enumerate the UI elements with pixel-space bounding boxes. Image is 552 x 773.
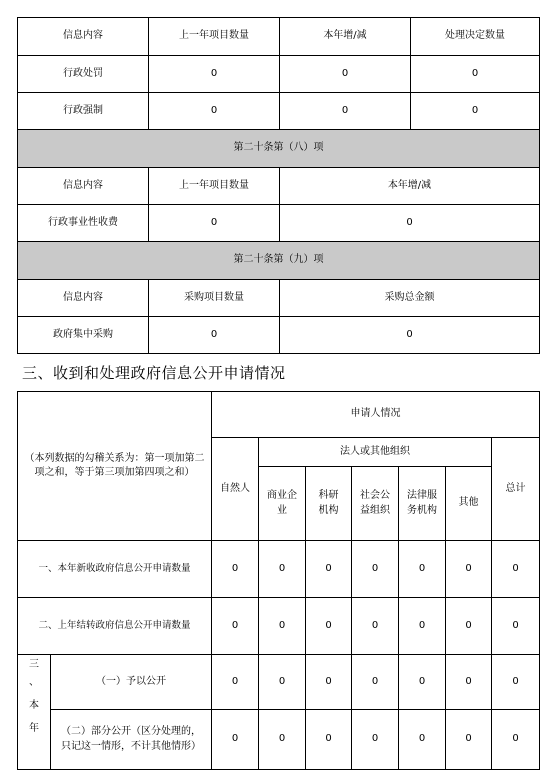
value-cell: 0 [280,93,411,130]
value-cell: 0 [306,655,352,710]
value-cell: 0 [259,710,306,770]
table-row [18,317,540,354]
header-cell: 信息内容 [18,280,149,317]
row-label: 行政事业性收费 [18,205,149,242]
value-cell: 0 [446,655,492,710]
value-cell: 0 [212,655,259,710]
header-cell: 上一年项目数量 [149,18,280,56]
row-label: 一、本年新收政府信息公开申请数量 [18,541,212,598]
value-cell: 0 [280,205,540,242]
row-label: 二、上年结转政府信息公开申请数量 [18,598,212,655]
value-cell: 0 [306,598,352,655]
table-row [18,655,540,710]
header-cell: 本年增/减 [280,168,540,205]
value-cell: 0 [446,541,492,598]
section-row [18,130,540,168]
value-cell: 0 [149,56,280,93]
table-header-row [18,168,540,205]
total-header: 总计 [492,438,540,541]
value-cell: 0 [280,317,540,354]
header-cell: 处理决定数量 [411,18,540,56]
value-cell: 0 [446,710,492,770]
value-cell: 0 [399,655,446,710]
disclosure-stats-table [17,17,540,354]
value-cell: 0 [149,317,280,354]
value-cell: 0 [352,655,399,710]
row-label: （一）予以公开 [51,655,212,710]
natural-person-header: 自然人 [212,438,259,541]
header-cell: 商业企业 [259,467,306,541]
group-char: 本 [29,700,39,711]
section-row [18,242,540,280]
header-cell: 采购项目数量 [149,280,280,317]
value-cell: 0 [399,598,446,655]
header-cell: 其他 [446,467,492,541]
header-cell: 上一年项目数量 [149,168,280,205]
table-row [18,93,540,130]
group-char: 年 [29,723,39,734]
header-cell: 社会公益组织 [352,467,399,541]
header-cell: 本年增/减 [280,18,411,56]
value-cell: 0 [492,598,540,655]
value-cell: 0 [352,710,399,770]
table-header-row [18,280,540,317]
group-label-vertical [18,655,51,770]
header-cell: 采购总金额 [280,280,540,317]
value-cell: 0 [411,93,540,130]
row-label: 行政强制 [18,93,149,130]
header-cell: 信息内容 [18,18,149,56]
header-cell: 信息内容 [18,168,149,205]
value-cell: 0 [280,56,411,93]
legal-entity-header: 法人或其他组织 [259,438,492,467]
value-cell: 0 [411,56,540,93]
value-cell: 0 [446,598,492,655]
table-header-row [18,392,540,438]
section-title: 第二十条第（八）项 [18,130,540,168]
group-char: 、 [29,677,39,688]
table-row [18,56,540,93]
value-cell: 0 [212,598,259,655]
table-row [18,710,540,770]
table-row [18,205,540,242]
value-cell: 0 [149,205,280,242]
value-cell: 0 [259,655,306,710]
section-title: 第二十条第（九）项 [18,242,540,280]
value-cell: 0 [212,710,259,770]
value-cell: 0 [306,710,352,770]
value-cell: 0 [492,655,540,710]
header-cell: 科研机构 [306,467,352,541]
section-heading: 三、收到和处理政府信息公开申请情况 [22,364,286,382]
value-cell: 0 [399,710,446,770]
value-cell: 0 [352,541,399,598]
note-cell: （本列数据的勾稽关系为：第一项加第二项之和，等于第三项加第四项之和） [18,392,212,541]
table-row [18,598,540,655]
value-cell: 0 [259,598,306,655]
value-cell: 0 [212,541,259,598]
group-char: 三 [29,659,39,670]
value-cell: 0 [259,541,306,598]
value-cell: 0 [149,93,280,130]
value-cell: 0 [306,541,352,598]
value-cell: 0 [399,541,446,598]
header-cell: 法律服务机构 [399,467,446,541]
row-label: （二）部分公开（区分处理的，只记这一情形，不计其他情形） [51,710,212,770]
table-header-row [18,18,540,56]
value-cell: 0 [492,710,540,770]
applicant-header: 申请人情况 [212,392,540,438]
table-row [18,541,540,598]
application-stats-table [17,391,540,770]
row-label: 政府集中采购 [18,317,149,354]
value-cell: 0 [352,598,399,655]
row-label: 行政处罚 [18,56,149,93]
value-cell: 0 [492,541,540,598]
